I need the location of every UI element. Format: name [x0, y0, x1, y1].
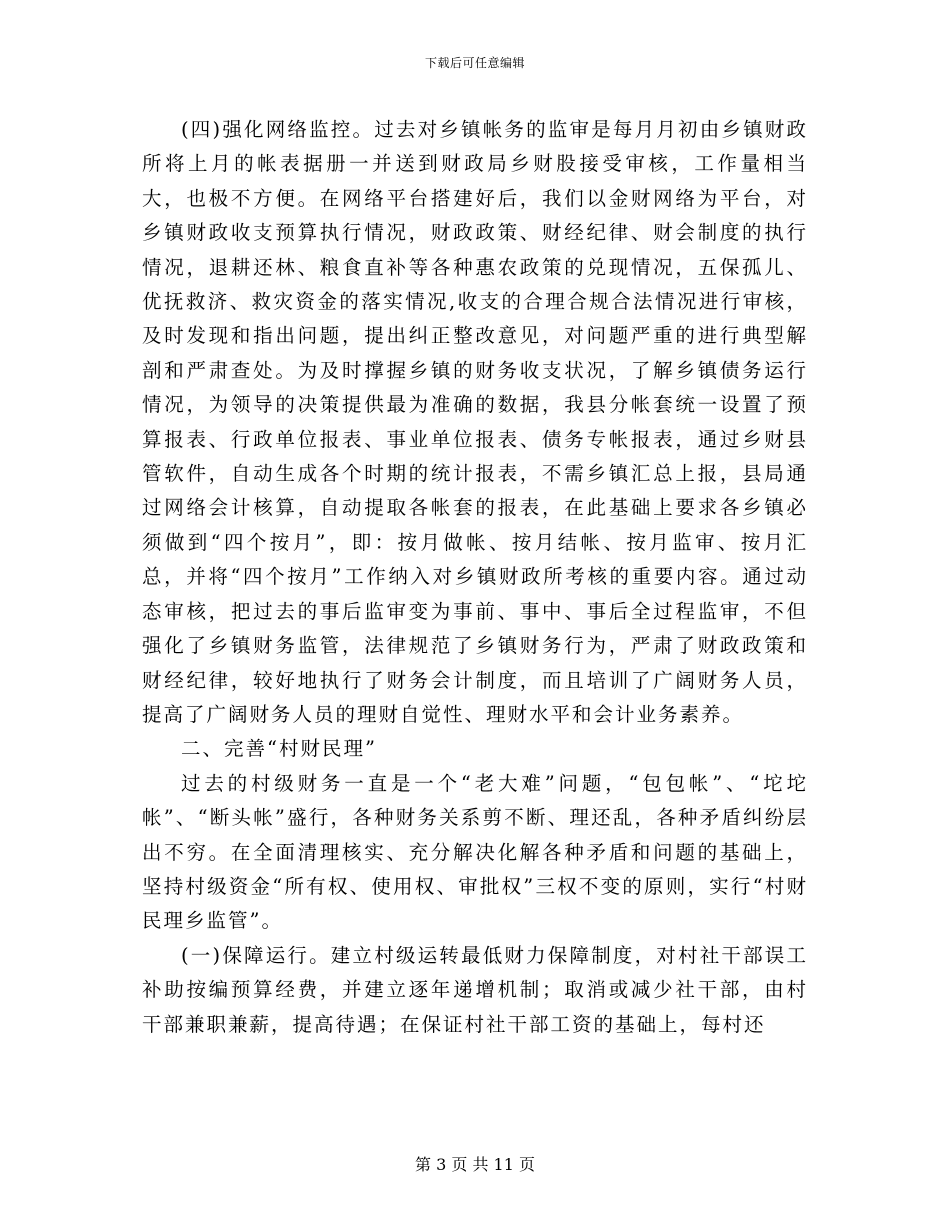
page-number: 第 3 页 共 11 页: [415, 1155, 535, 1174]
paragraph-network-monitoring: (四)强化网络监控。过去对乡镇帐务的监审是每月月初由乡镇财政所将上月的帐表据册一并送到财政局乡财股接受审核，工作量相当大，也极不方便。在网络平台搭建好后，我们以金财网络为平台，对乡镇财政收支预算执行情况，财政政策、财经纪律、财会制度的执行情况，退耕还林、粮食直补等各种惠农政策的兑现情况，五保孤儿、优抚救济、救灾资金的落实情况,收支的合理合规合法情况进行审核，及时发现和指出问题，提出纠正整改意见，对问题严重的进行典型解剖和严肃查处。为及时撑握乡镇的财务收支状况，了解乡镇债务运行情况，为领导的决策提供最为准确的数据，我县分帐套统一设置了预算报表、行政单位报表、事业单位报表、债务专帐报表，通过乡财县管软件，自动生成各个时期的统计报表，不需乡镇汇总上报，县局通过网络会计核算，自动提取各帐套的报表，在此基础上要求各乡镇必须做到“四个按月”，即：按月做帐、按月结帐、按月监审、按月汇总，并将“四个按月”工作纳入对乡镇财政所考核的重要内容。通过动态审核，把过去的事后监审变为事前、事中、事后全过程监审，不但强化了乡镇财务监管，法律规范了乡镇财务行为，严肃了财政政策和财经纪律，较好地执行了财务会计制度，而且培训了广阔财务人员，提高了广阔财务人员的理财自觉性、理财水平和会计业务素养。: [142, 118, 808, 726]
paragraph-guarantee-operation: (一)保障运行。建立村级运转最低财力保障制度，对村社干部误工补助按编预算经费，并建立逐年递增机制；取消或减少社干部，由村干部兼职兼薪，提高待遇；在保证村社干部工资的基础上，每村还: [142, 943, 808, 1036]
section-heading: 二、完善“村财民理”: [181, 737, 377, 761]
paragraph-village-finance: 过去的村级财务一直是一个“老大难”问题，“包包帐”、“坨坨帐”、“断头帐”盛行，各种财务关系剪不断、理还乱，各种矛盾纠纷层出不穷。在全面清理核实、充分解决化解各种矛盾和问题的基础上，坚持村级资金“所有权、使用权、审批权”三权不变的原则，实行“村财民理乡监管”。: [142, 771, 808, 933]
document-body: [142, 113, 808, 1042]
page-header: 下载后可任意编辑: [424, 56, 525, 70]
